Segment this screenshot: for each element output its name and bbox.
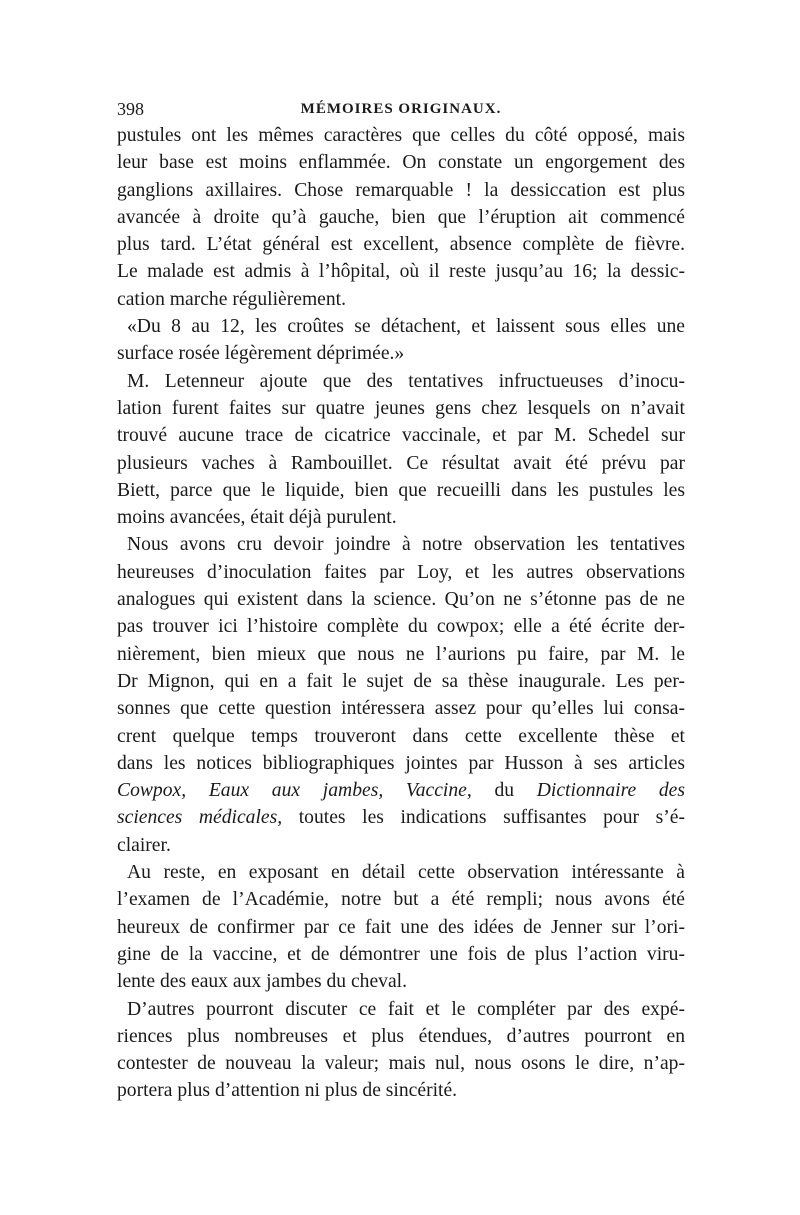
text-line: Nous avons cru devoir joindre à notre observation les tentatives — [127, 534, 685, 556]
book-page — [117, 96, 685, 1105]
text-line: heureux de confirmer par ce fait une des idées de Jenner sur l’ori- — [117, 916, 685, 938]
text-line: Biett, parce que le liquide, bien que recueilli dans les pustules les — [117, 479, 685, 501]
text-line: nièrement, bien mieux que nous ne l’aurions pu faire, par M. le — [117, 643, 685, 665]
running-head — [117, 96, 685, 122]
text-line: leur base est moins enflammée. On constate un engorgement des — [117, 152, 685, 174]
text-line: clairer. — [117, 834, 171, 856]
text-line-with-titles — [117, 777, 685, 804]
text-line: plus tard. L’état général est excellent, absence complète de fièvre. — [117, 234, 685, 256]
text-line: crent quelque temps trouveront dans cette excellente thèse et — [117, 725, 685, 747]
text-line: moins avancées, était déjà purulent. — [117, 507, 397, 529]
text-line: contester de nouveau la valeur; mais nul, nous osons le dire, n’ap- — [117, 1053, 685, 1075]
text-line: «Du 8 au 12, les croûtes se détachent, et laissent sous elles une — [127, 316, 685, 338]
text-line: cation marche régulièrement. — [117, 288, 347, 310]
text-line: lation furent faites sur quatre jeunes gens chez lesquels on n’avait — [117, 397, 685, 419]
text-line: pas trouver ici l’histoire complète du cowpox; elle a été écrite der- — [117, 616, 685, 638]
text-line: avancée à droite qu’à gauche, bien que l’éruption ait commencé — [117, 206, 685, 228]
connector-text: du — [471, 780, 537, 802]
text-line: portera plus d’attention ni plus de sincérité. — [117, 1080, 458, 1102]
text-line: trouvé aucune trace de cicatrice vaccinale, et par M. Schedel sur — [117, 425, 685, 447]
continuation-text: toutes les indications suffisantes pour s’é- — [282, 807, 685, 829]
text-line: l’examen de l’Académie, notre but a été rempli; nous avons été — [117, 889, 685, 911]
text-line: dans les notices bibliographiques jointes par Husson à ses articles — [117, 752, 685, 774]
page-number: 398 — [117, 99, 144, 119]
text-line: Le malade est admis à l’hôpital, où il reste jusqu’au 16; la dessic- — [117, 261, 685, 283]
text-line-with-title-end — [117, 804, 685, 831]
text-line: Au reste, en exposant en détail cette observation intéressante à — [127, 862, 685, 884]
text-line: sonnes que cette question intéressera assez pour qu’elles lui consa- — [117, 698, 685, 720]
text-line: ganglions axillaires. Chose remarquable ! la dessiccation est plus — [117, 179, 685, 201]
running-title: MÉMOIRES ORIGINAUX. — [300, 101, 502, 117]
body-text — [117, 122, 685, 1105]
text-line: lente des eaux aux jambes du cheval. — [117, 971, 407, 993]
dictionary-title-start: Dictionnaire des — [536, 780, 685, 802]
article-titles: Cowpox, Eaux aux jambes, Vaccine, — [117, 780, 472, 802]
text-line: heureuses d’inoculation faites par Loy, et les autres observations — [117, 561, 685, 583]
text-line: plusieurs vaches à Rambouillet. Ce résultat avait été prévu par — [117, 452, 685, 474]
text-line: M. Letenneur ajoute que des tentatives infructueuses d’inocu- — [127, 370, 685, 392]
dictionary-title-end: sciences médicales, — [117, 807, 283, 829]
text-line: surface rosée légèrement déprimée.» — [117, 343, 405, 365]
text-line: pustules ont les mêmes caractères que celles du côté opposé, mais — [117, 125, 685, 146]
text-line: analogues qui existent dans la science. Qu’on ne s’étonne pas de ne — [117, 589, 685, 611]
text-line: D’autres pourront discuter ce fait et le compléter par des expé- — [127, 998, 685, 1020]
text-line: riences plus nombreuses et plus étendues, d’autres pourront en — [117, 1025, 685, 1047]
text-line: Dr Mignon, qui en a fait le sujet de sa thèse inaugurale. Les per- — [117, 670, 685, 692]
text-line: gine de la vaccine, et de démontrer une fois de plus l’action viru- — [117, 943, 685, 965]
